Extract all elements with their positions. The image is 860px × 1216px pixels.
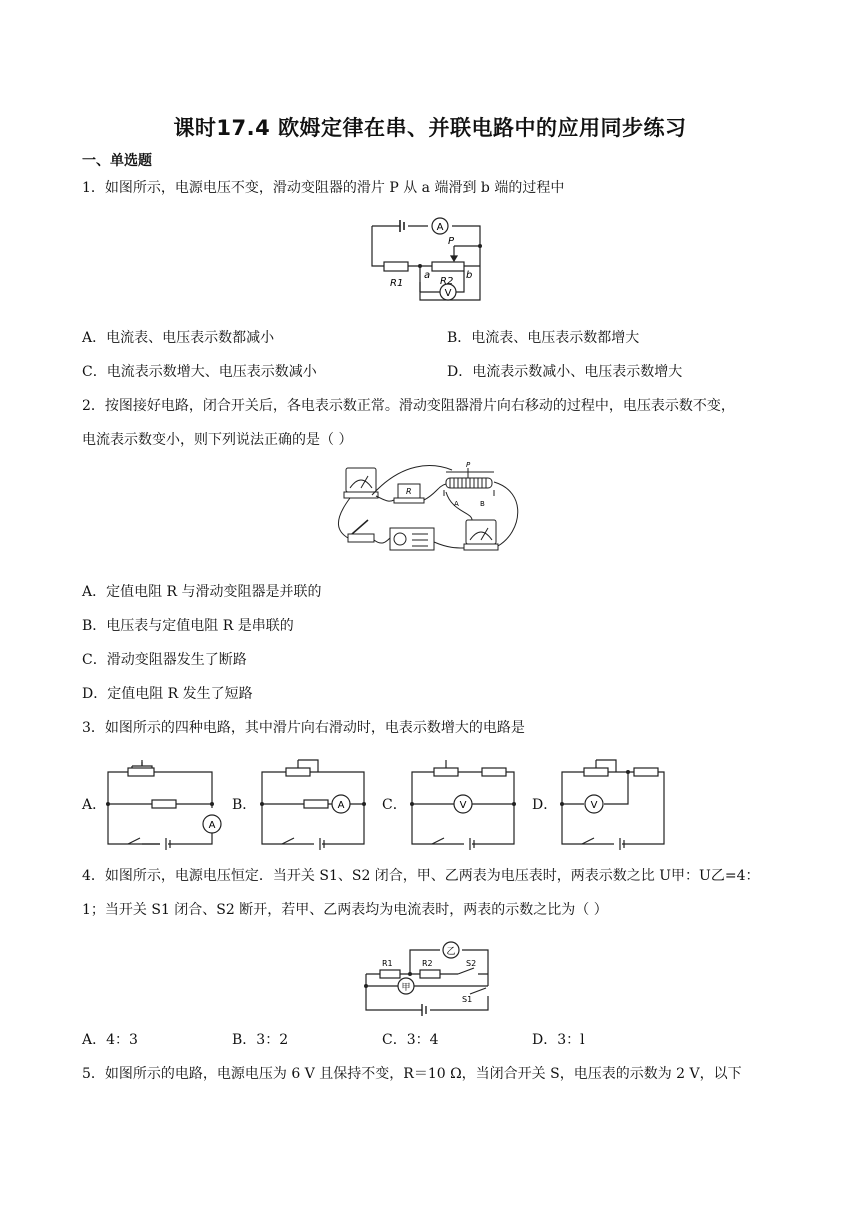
q2-stem-line1: 2．按图接好电路，闭合开关后，各电表示数正常。滑动变阻器滑片向右移动的过程中，电压表示数不变，	[82, 398, 735, 414]
r1-label: R1	[382, 959, 393, 968]
meter-yi-label: 乙	[446, 947, 456, 957]
rheostat-p-label: P	[466, 462, 471, 469]
q1-option-c[interactable]: C．电流表示数增大、电压表示数减小	[82, 364, 317, 380]
terminal-b-label: B	[480, 500, 485, 508]
q1-option-d[interactable]: D．电流表示数减小、电压表示数增大	[447, 364, 683, 380]
r2-label: R2	[422, 959, 433, 968]
q3-option-b[interactable]: B．	[232, 797, 257, 813]
q5-stem: 5．如图所示的电路，电源电压为 6 V 且保持不变，R＝10 Ω，当闭合开关 S，电压表的示数为 2 V，以下	[82, 1066, 742, 1082]
r2-label: R2	[440, 276, 454, 287]
voltmeter-label: V	[459, 800, 467, 811]
q4-stem-line2: 1；当开关 S1 闭合、S2 断开，若甲、乙两表均为电流表时，两表的示数之比为（ ）	[82, 902, 608, 918]
q1-option-b[interactable]: B．电流表、电压表示数都增大	[447, 330, 640, 346]
voltmeter-label: V	[444, 288, 452, 299]
ammeter-label: A	[436, 222, 444, 233]
voltmeter-label: V	[590, 800, 598, 811]
page-title: 课时17.4 欧姆定律在串、并联电路中的应用同步练习	[173, 116, 687, 140]
q4-option-b[interactable]: B．3：2	[232, 1032, 289, 1048]
s1-label: S1	[462, 995, 473, 1004]
terminal-a-label: A	[454, 500, 459, 508]
s2-label: S2	[466, 959, 477, 968]
end-b-label: b	[466, 270, 473, 281]
q2-option-c[interactable]: C．滑动变阻器发生了断路	[82, 652, 247, 668]
q4-option-a[interactable]: A．4：3	[82, 1032, 138, 1048]
q4-option-c[interactable]: C．3：4	[382, 1032, 439, 1048]
end-a-label: a	[424, 270, 431, 281]
q3-option-a[interactable]: A．	[82, 797, 107, 813]
q4-circuit-diagram	[362, 934, 492, 1016]
q2-option-d[interactable]: D．定值电阻 R 发生了短路	[82, 686, 253, 702]
q3-circuit-a	[104, 758, 222, 852]
q3-circuit-d	[558, 758, 670, 852]
slider-p-label: P	[448, 236, 455, 247]
q3-circuit-c	[408, 758, 520, 852]
r1-label: R1	[390, 278, 404, 289]
q1-circuit-diagram	[368, 212, 486, 306]
q2-option-a[interactable]: A．定值电阻 R 与滑动变阻器是并联的	[82, 584, 322, 600]
q4-stem-line1: 4．如图所示，电源电压恒定．当开关 S1、S2 闭合，甲、乙两表为电压表时，两表示数之比 U甲：U乙=4：	[82, 868, 760, 884]
q3-option-c[interactable]: C．	[382, 797, 407, 813]
q2-option-b[interactable]: B．电压表与定值电阻 R 是串联的	[82, 618, 294, 634]
q3-circuit-b	[258, 758, 370, 852]
q3-option-d[interactable]: D．	[532, 797, 558, 813]
ammeter-label: A	[337, 800, 345, 811]
resistor-r-label: R	[406, 487, 412, 496]
section-heading: 一、单选题	[82, 153, 152, 169]
q4-option-d[interactable]: D．3：l	[532, 1032, 585, 1048]
q3-stem: 3．如图所示的四种电路，其中滑片向右滑动时，电表示数增大的电路是	[82, 720, 525, 736]
q2-physical-circuit-diagram	[332, 462, 528, 568]
ammeter-label: A	[208, 820, 216, 831]
q1-option-a[interactable]: A．电流表、电压表示数都减小	[82, 330, 275, 346]
q1-stem: 1．如图所示，电源电压不变，滑动变阻器的滑片 P 从 a 端滑到 b 端的过程中	[82, 180, 565, 196]
q2-stem-line2: 电流表示数变小，则下列说法正确的是（ ）	[82, 432, 353, 448]
meter-jia-label: 甲	[401, 983, 411, 993]
